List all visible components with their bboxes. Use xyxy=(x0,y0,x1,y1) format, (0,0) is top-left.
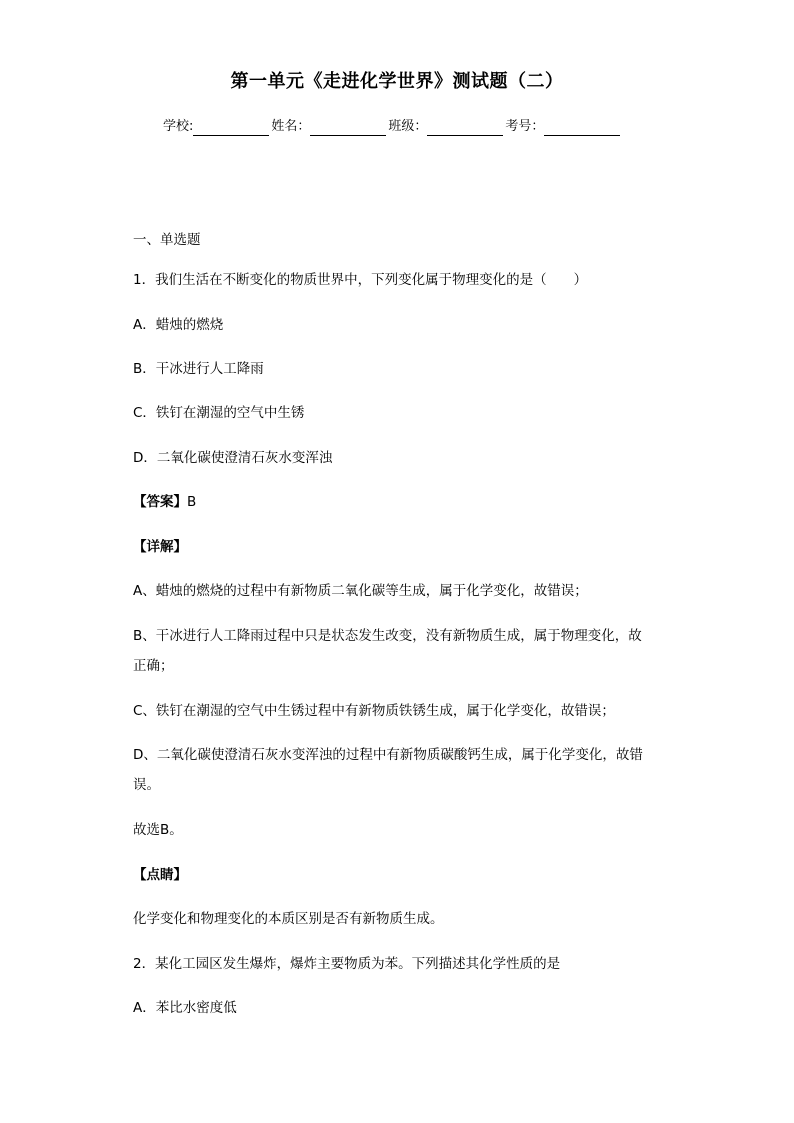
answer-label: 【答案】 xyxy=(133,494,187,510)
school-label: 学校: xyxy=(163,119,194,134)
detail-line: A、蜡烛的燃烧的过程中有新物质二氧化碳等生成，属于化学变化，故错误； xyxy=(133,583,588,599)
q1-option-d: D．二氧化碳使澄清石灰水变浑浊 xyxy=(133,450,333,466)
comment-label: 【点睛】 xyxy=(133,867,187,883)
detail-line: 正确； xyxy=(133,658,174,674)
q1-option-b: B．干冰进行人工降雨 xyxy=(133,361,264,377)
page-title: 第一单元《走进化学世界》测试题（二） xyxy=(230,71,564,92)
detail-label: 【详解】 xyxy=(133,539,187,555)
comment-text: 化学变化和物理变化的本质区别是否有新物质生成。 xyxy=(133,911,444,927)
q2-option-a: A．苯比水密度低 xyxy=(133,1000,237,1016)
detail-line: D、二氧化碳使澄清石灰水变浑浊的过程中有新物质碳酸钙生成，属于化学变化，故错 xyxy=(133,747,643,763)
detail-line: C、铁钉在潮湿的空气中生锈过程中有新物质铁锈生成，属于化学变化，故错误； xyxy=(133,703,615,719)
detail-line: B、干冰进行人工降雨过程中只是状态发生改变，没有新物质生成，属于物理变化，故 xyxy=(133,628,642,644)
q1-conclusion: 故选B。 xyxy=(133,822,183,838)
q1-option-c: C．铁钉在潮湿的空气中生锈 xyxy=(133,405,305,421)
name-blank[interactable] xyxy=(310,121,386,136)
exam-no-label: 考号： xyxy=(505,119,545,134)
class-blank[interactable] xyxy=(427,121,503,136)
detail-line: 误。 xyxy=(133,777,160,793)
q2-stem: 2．某化工园区发生爆炸，爆炸主要物质为苯。下列描述其化学性质的是 xyxy=(133,956,561,972)
q1-answer xyxy=(133,492,673,512)
exam-no-blank[interactable] xyxy=(544,121,620,136)
class-label: 班级： xyxy=(388,119,428,134)
answer-value: B xyxy=(187,494,197,510)
school-blank[interactable] xyxy=(193,121,269,136)
name-label: 姓名： xyxy=(271,119,311,134)
section-title: 一、单选题 xyxy=(133,232,201,248)
student-info-row xyxy=(163,118,622,136)
q1-option-a: A．蜡烛的燃烧 xyxy=(133,317,224,333)
q1-stem: 1．我们生活在不断变化的物质世界中，下列变化属于物理变化的是（ ） xyxy=(133,272,588,288)
